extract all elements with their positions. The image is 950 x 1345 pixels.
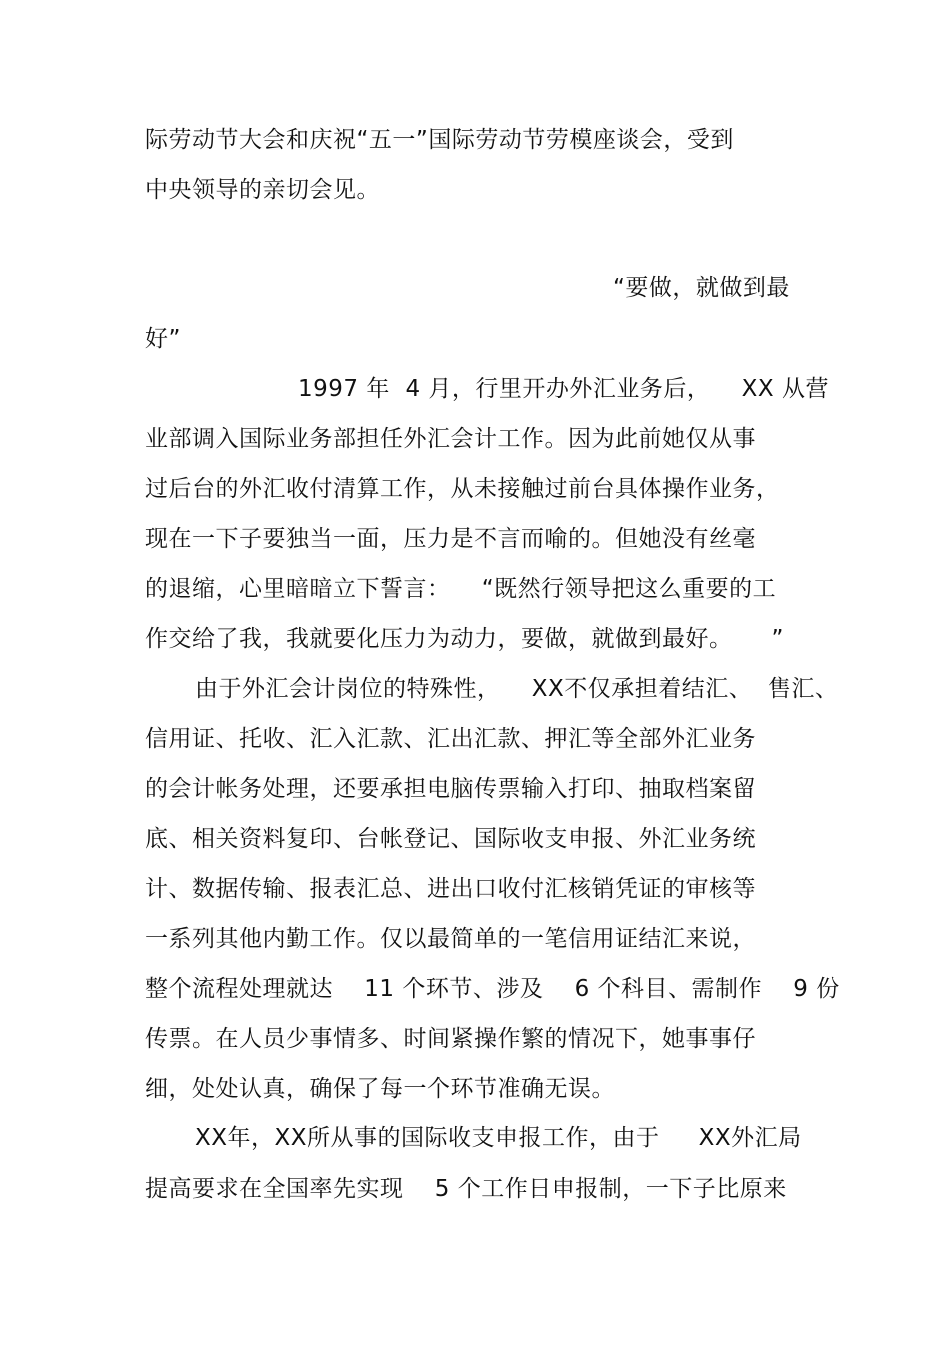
section-heading-continued: 好” [145,326,181,352]
text-line: 的会计帐务处理，还要承担电脑传票输入打印、抽取档案留 [145,776,756,802]
text-line: 信用证、托收、汇入汇款、汇出汇款、押汇等全部外汇业务 [145,726,756,752]
text-line: 中央领导的亲切会见。 [145,177,380,203]
text-line: 业部调入国际业务部担任外汇会计工作。因为此前她仅从事 [145,426,756,452]
text-line: 的退缩，心里暗暗立下誓言： “既然行领导把这么重要的工 [145,576,777,602]
text-line: 底、相关资料复印、台帐登记、国际收支申报、外汇业务统 [145,826,756,852]
text-line: 现在一下子要独当一面，压力是不言而喻的。但她没有丝毫 [145,526,756,552]
paragraph-start: 由于外汇会计岗位的特殊性， XX不仅承担着结汇、 售汇、 [195,676,839,702]
text-line: 整个流程处理就达 11 个环节、涉及 6 个科目、需制作 9 份 [145,976,840,1002]
text-line: 细，处处认真，确保了每一个环节准确无误。 [145,1076,615,1102]
text-line: 计、数据传输、报表汇总、进出口收付汇核销凭证的审核等 [145,876,756,902]
section-heading: “要做，就做到最 [613,275,790,301]
text-line: 际劳动节大会和庆祝“五一”国际劳动节劳模座谈会，受到 [145,127,734,153]
text-line: 过后台的外汇收付清算工作，从未接触过前台具体操作业务， [145,476,780,502]
paragraph-start: XX年，XX所从事的国际收支申报工作，由于 XX外汇局 [195,1125,802,1151]
text-line: 一系列其他内勤工作。仅以最简单的一笔信用证结汇来说， [145,926,756,952]
text-line: 传票。在人员少事情多、时间紧操作繁的情况下，她事事仔 [145,1026,756,1052]
text-line: 作交给了我，我就要化压力为动力，要做，就做到最好。 ” [145,626,784,652]
text-line: 提高要求在全国率先实现 5 个工作日申报制，一下子比原来 [145,1176,787,1202]
paragraph-start: 1997 年 4 月，行里开办外汇业务后， XX 从营 [298,376,829,402]
